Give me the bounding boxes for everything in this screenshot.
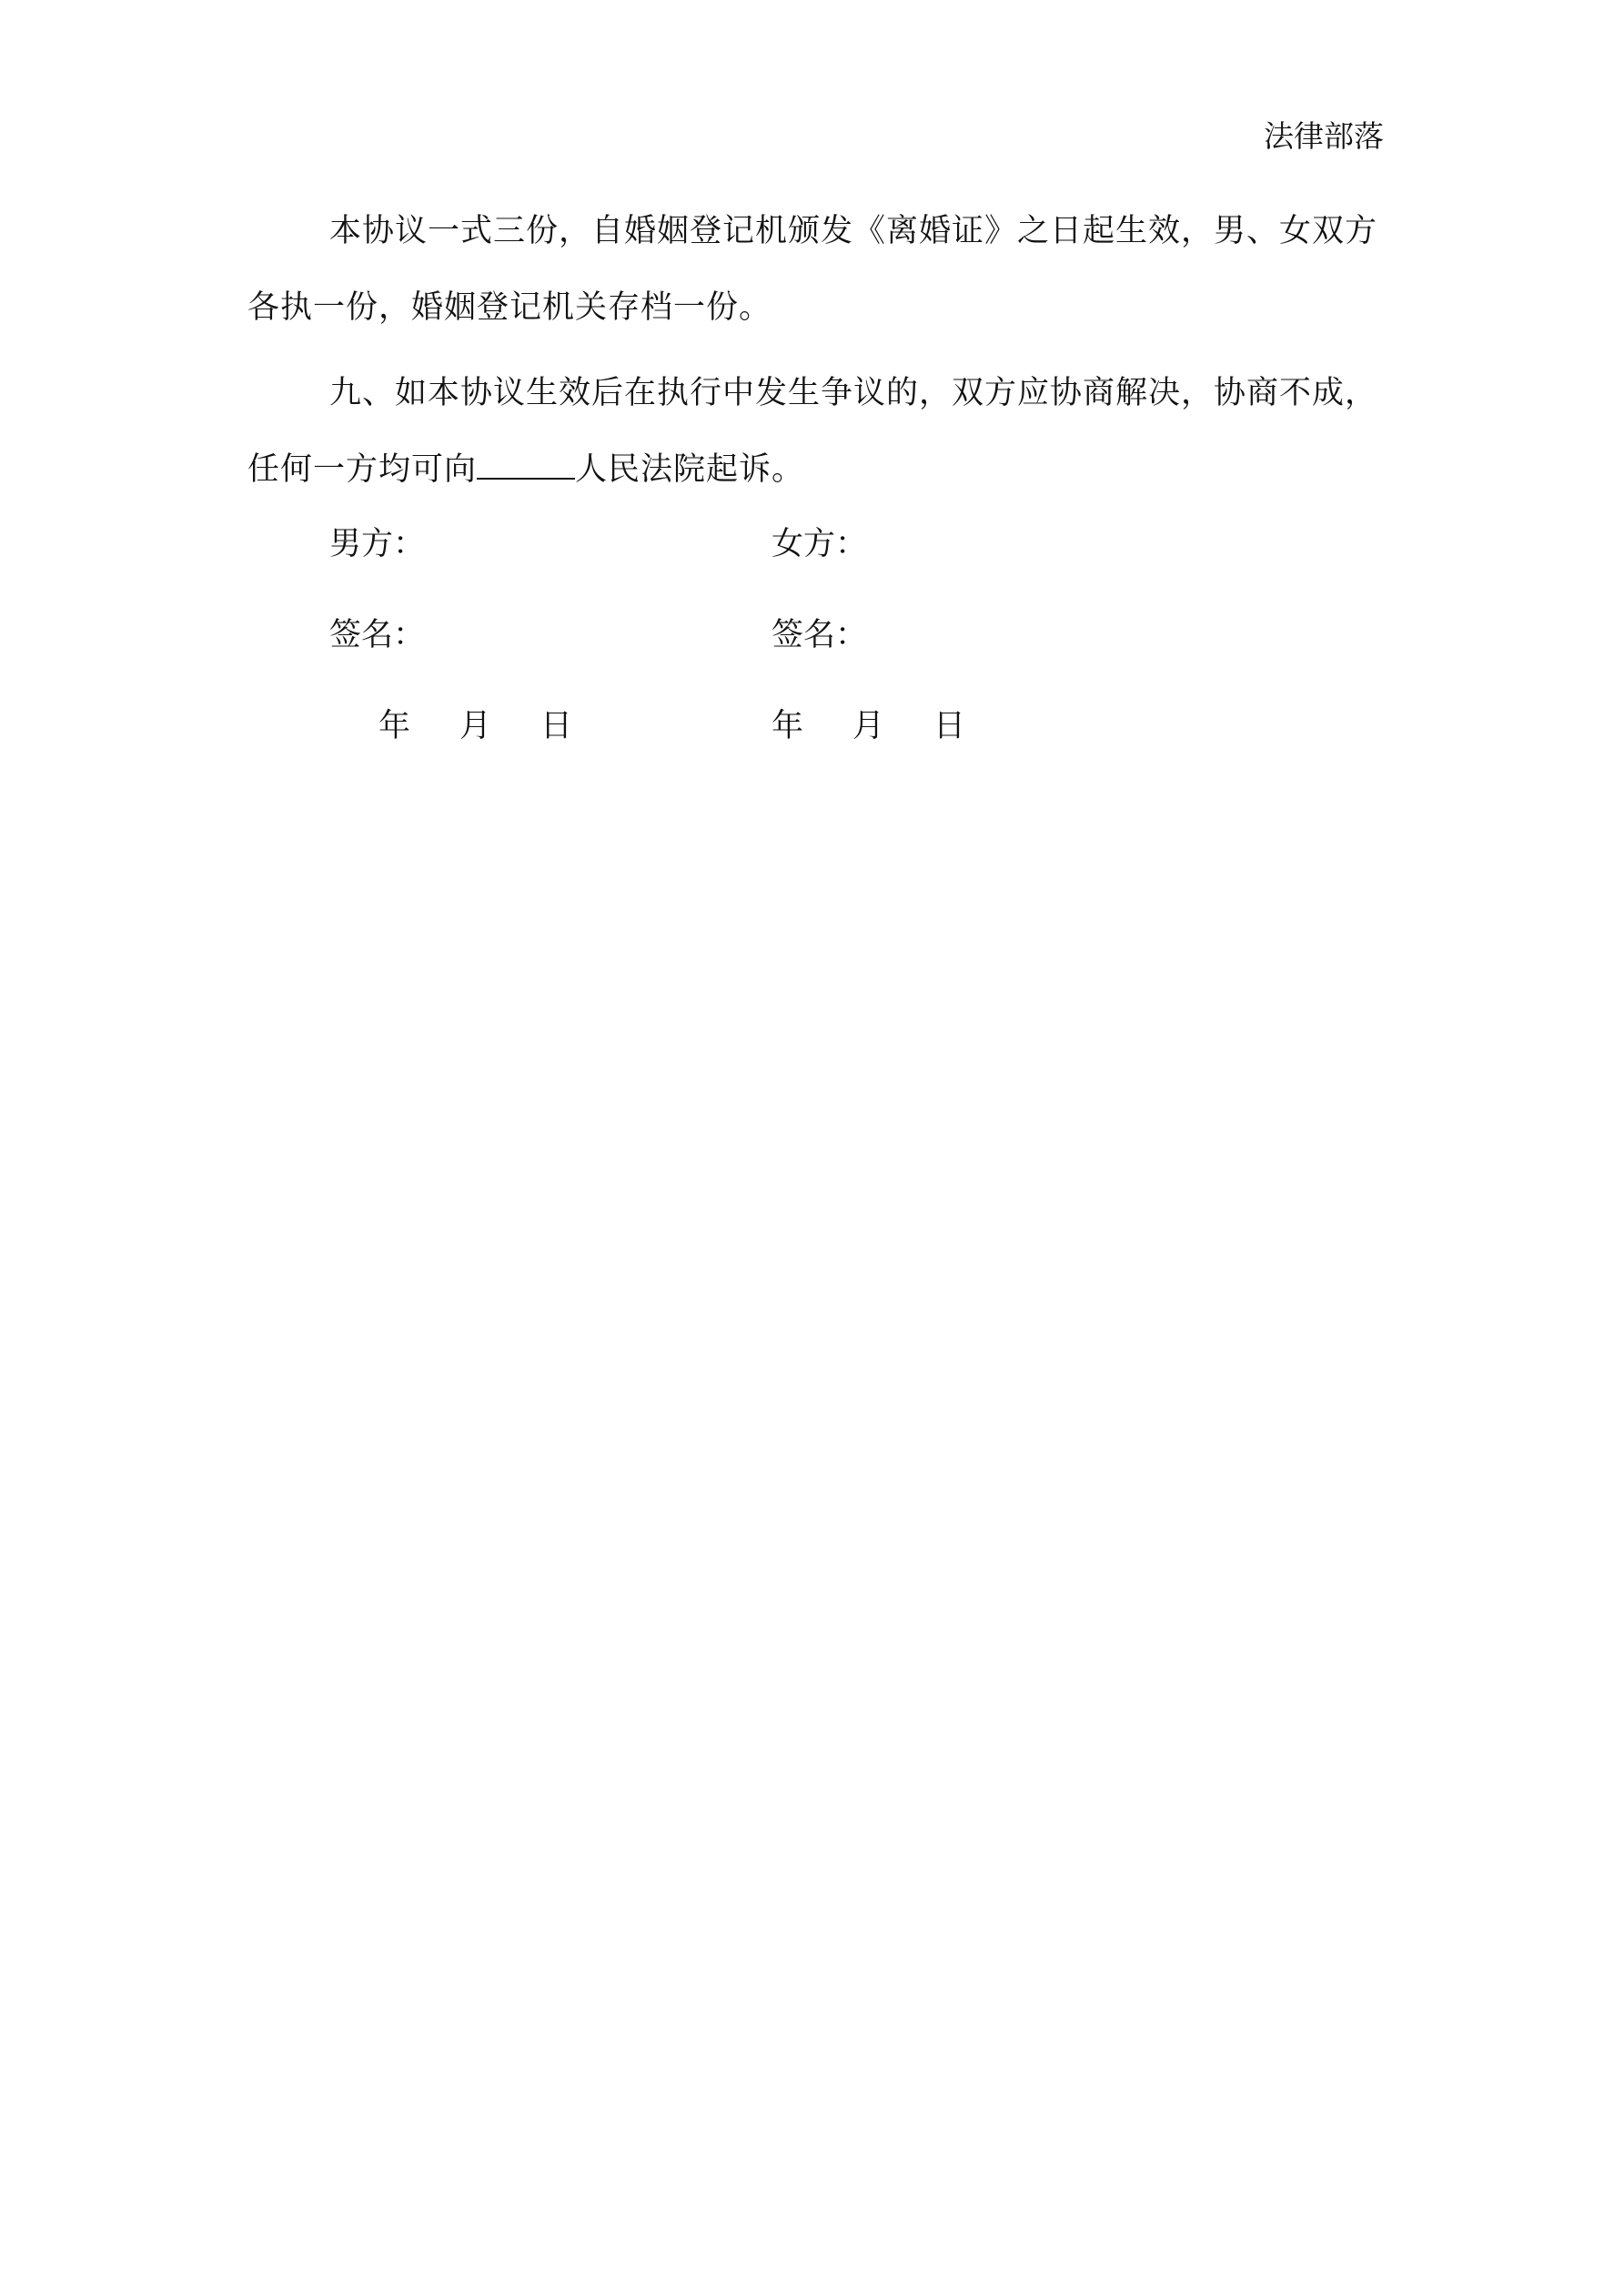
male-signature-label: 签名： [329,617,426,653]
female-signature-label: 签名： [772,617,868,653]
female-date-year: 年 [772,708,804,744]
female-date-day: 日 [933,708,966,744]
male-date-month: 月 [459,708,492,744]
dispute-clause-ending: 人民法院起诉。 [575,451,805,488]
copies-clause: 本协议一式三份，自婚姻登记机颁发《离婚证》之日起生效，男、女双方各执一份，婚姻登记机关存档一份。 [247,213,1378,326]
dispute-clause-text: 九、如本协议生效后在执行中发生争议的，双方应协商解决，协商不成，任何一方均可向 [247,375,1378,488]
male-date [378,706,572,746]
female-date-month: 月 [852,708,885,744]
dispute-clause [247,355,1380,508]
female-party-label: 女方： [772,526,868,562]
male-date-day: 日 [540,708,573,744]
header-brand: 法律部落 [1264,118,1384,154]
male-date-year: 年 [378,708,411,744]
court-name-blank [477,450,575,480]
female-date [772,706,965,746]
male-party-label: 男方： [329,526,426,562]
